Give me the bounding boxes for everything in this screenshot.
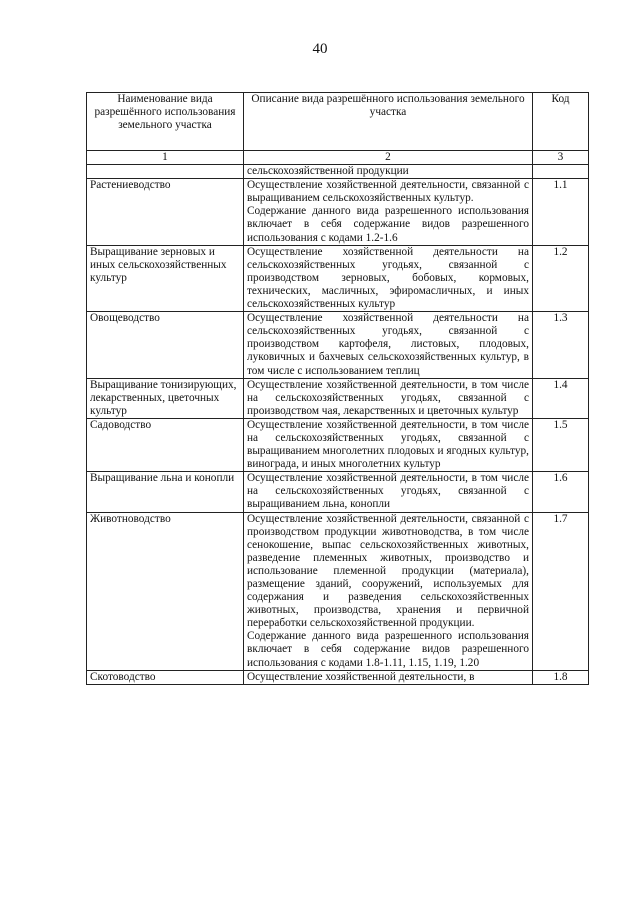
description-paragraph: Осуществление хозяйственной деятельности, в [247,670,475,683]
use-type-code: 1.3 [533,312,589,378]
use-type-name: Растениеводство [87,179,244,245]
use-type-code: 1.7 [533,512,589,670]
use-type-description [244,670,533,684]
table-row [87,670,589,684]
table-row [87,418,589,471]
description-paragraph: Осуществление хозяйственной деятельности, в том числе на сельскохозяйственных угодьях, связанной с выращиванием многолетних плодовых и ягодных культур, винограда, и иных многолетних культур [247,418,529,471]
column-number: 3 [533,151,589,165]
header-description: Описание вида разрешённого использования земельного участка [244,93,533,151]
description-paragraph: Осуществление хозяйственной деятельности, в том числе на сельскохозяйственных угодьях, связанной с выращиванием льна, конопли [247,472,529,511]
page-number: 40 [312,41,328,57]
continuation-row [87,165,589,179]
table-body [87,179,589,685]
use-type-description [244,312,533,378]
use-type-code: 1.1 [533,179,589,245]
table-header-row [87,93,589,151]
use-type-name: Садоводство [87,418,244,471]
use-type-description [244,418,533,471]
use-type-name: Выращивание льна и конопли [87,472,244,512]
continuation-text: сельскохозяйственной продукции [244,165,533,179]
description-paragraph: Содержание данного вида разрешенного использования включает в себя содержание видов разрешенного использования с кодами 1.8-1.11, 1.15, 1.19, 1.20 [247,630,529,669]
header-code: Код [533,93,589,151]
use-type-code: 1.4 [533,378,589,418]
column-number-row [87,151,589,165]
continuation-code-cell [533,165,589,179]
column-number: 2 [244,151,533,165]
table-row [87,378,589,418]
continuation-name-cell [87,165,244,179]
use-type-description [244,472,533,512]
use-type-code: 1.8 [533,670,589,684]
use-type-name: Овощеводство [87,312,244,378]
use-type-name: Животноводство [87,512,244,670]
use-type-code: 1.2 [533,245,589,311]
description-paragraph: Содержание данного вида разрешенного использования включает в себя содержание видов разрешенного использования с кодами 1.2-1.6 [247,205,529,244]
table-row [87,245,589,311]
use-type-description [244,378,533,418]
use-type-name: Выращивание тонизирующих, лекарственных, цветочных культур [87,378,244,418]
table-row [87,179,589,245]
use-type-description [244,245,533,311]
land-use-table [86,92,589,685]
table-row [87,472,589,512]
description-paragraph: Осуществление хозяйственной деятельности, в том числе на сельскохозяйственных угодьях, связанной с производством чая, лекарственных и цветочных культур [247,378,529,417]
table-row [87,512,589,670]
column-number: 1 [87,151,244,165]
description-paragraph: Осуществление хозяйственной деятельности, связанной с выращиванием сельскохозяйственных культур. [247,179,529,205]
description-paragraph: Осуществление хозяйственной деятельности, связанной с производством продукции животноводства, в том числе сенокошение, выпас сельскохозяйственных животных, разведение племенных животных, производство и использование племенной продукции (материала), размещение зданий, сооружений, используемых для содержания и разведения сельскохозяйственных животных, производства, хранения и первичной переработки сельскохозяйственной продукции. [247,512,529,630]
use-type-name: Скотоводство [87,670,244,684]
header-name: Наименование вида разрешённого использования земельного участка [87,93,244,151]
use-type-code: 1.6 [533,472,589,512]
use-type-code: 1.5 [533,418,589,471]
use-type-description [244,179,533,245]
description-paragraph: Осуществление хозяйственной деятельности на сельскохозяйственных угодьях, связанной с производством картофеля, листовых, плодовых, луковичных и бахчевых сельскохозяйственных культур, в том числе с использованием теплиц [247,312,529,377]
use-type-name: Выращивание зерновых и иных сельскохозяйственных культур [87,245,244,311]
use-type-description [244,512,533,670]
description-paragraph: Осуществление хозяйственной деятельности на сельскохозяйственных угодьях, связанной с производством зерновых, бобовых, кормовых, технических, масличных, эфиромасличных, и иных сельскохозяйственных культур [247,245,529,311]
table-row [87,312,589,378]
